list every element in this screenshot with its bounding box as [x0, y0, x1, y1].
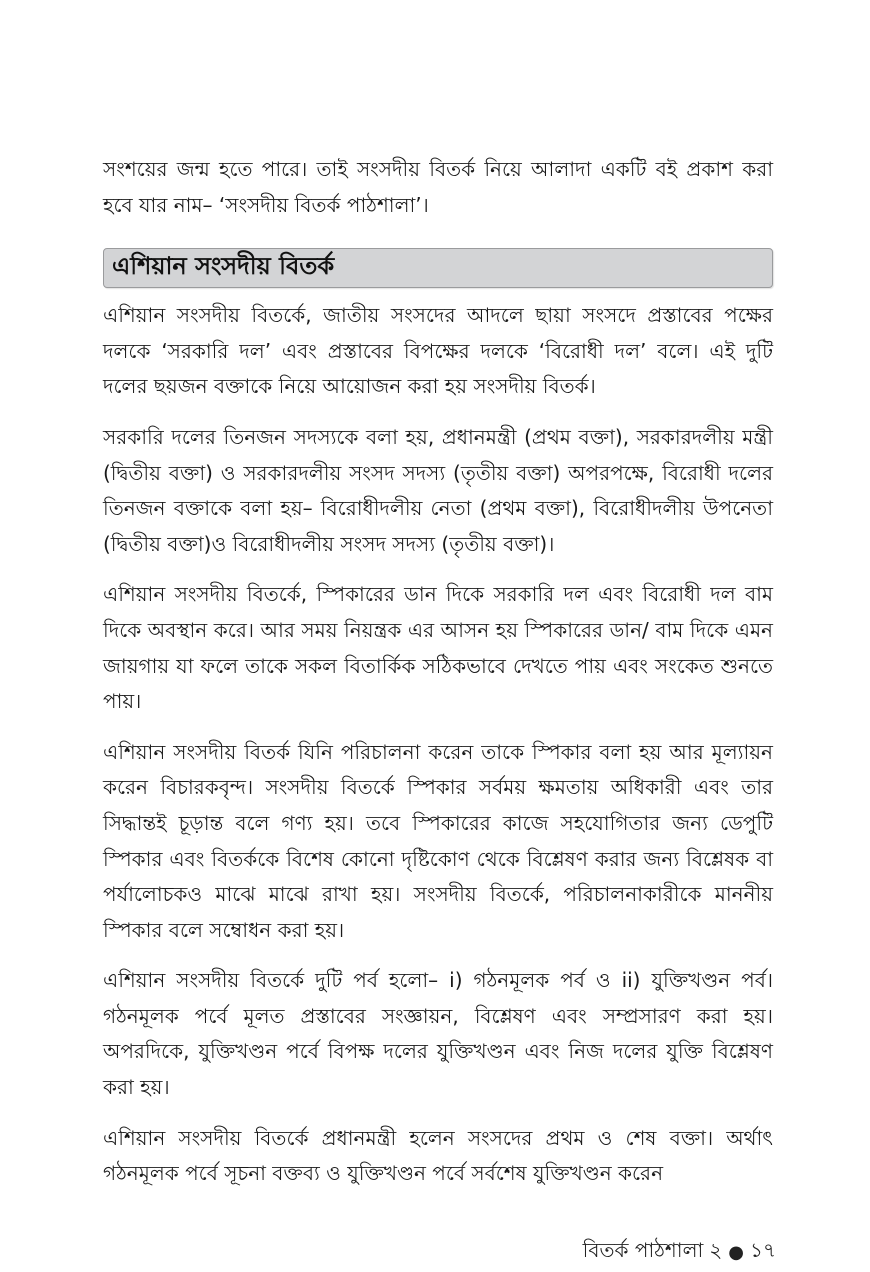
- page-content: [103, 152, 773, 1192]
- section-heading-box: [103, 248, 773, 288]
- footer-separator: ●: [728, 1242, 745, 1263]
- section-heading: এশিয়ান সংসদীয় বিতর্ক: [112, 252, 335, 281]
- body-paragraph-2: সরকারি দলের তিনজন সদস্যকে বলা হয়, প্রধানমন্ত্রী (প্রথম বক্তা), সরকারদলীয় মন্ত্রী (দ্বিতীয় বক্তা) ও সরকারদলীয় সংসদ সদস্য (তৃতীয় বক্তা) অপরপক্ষে, বিরোধী দলের তিনজন বক্তাকে বলা হয়– বিরোধীদলীয় নেতা (প্রথম বক্তা), বিরোধীদলীয় উপনেতা (দ্বিতীয় বক্তা)ও বিরোধীদলীয় সংসদ সদস্য (তৃতীয় বক্তা)।: [103, 424, 773, 556]
- body-paragraph-6: এশিয়ান সংসদীয় বিতর্কে প্রধানমন্ত্রী হলেন সংসদের প্রথম ও শেষ বক্তা। অর্থাৎ গঠনমূলক পর্বে সূচনা বক্তব্য ও যুক্তিখণ্ডন পর্বে সর্বশেষ যুক্তিখণ্ডন করেন: [103, 1125, 773, 1186]
- footer-page-number: ১৭: [750, 1238, 776, 1262]
- body-paragraph-3: এশিয়ান সংসদীয় বিতর্কে, স্পিকারের ডান দিকে সরকারি দল এবং বিরোধী দল বাম দিকে অবস্থান করে। আর সময় নিয়ন্ত্রক এর আসন হয় স্পিকারের ডান/ বাম দিকে এমন জায়গায় যা ফলে তাকে সকল বিতার্কিক সঠিকভাবে দেখতে পায় এবং সংকেত শুনতে পায়।: [103, 582, 773, 714]
- footer-book-title: বিতর্ক পাঠশালা: [582, 1238, 704, 1262]
- body-paragraph-4: এশিয়ান সংসদীয় বিতর্ক যিনি পরিচালনা করেন তাকে স্পিকার বলা হয় আর মূল্যায়ন করেন বিচারকবৃন্দ। সংসদীয় বিতর্কে স্পিকার সর্বময় ক্ষমতায় অধিকারী এবং তার সিদ্ধান্তই চূড়ান্ত বলে গণ্য হয়। তবে স্পিকারের কাজে সহযোগিতার জন্য ডেপুটি স্পিকার এবং বিতর্ককে বিশেষ কোনো দৃষ্টিকোণ থেকে বিশ্লেষণ করার জন্য বিশ্লেষক বা পর্যালোচকও মাঝে মাঝে রাখা হয়। সংসদীয় বিতর্কে, পরিচালনাকারীকে মাননীয় স্পিকার বলে সম্বোধন করা হয়।: [103, 739, 773, 942]
- intro-paragraph: সংশয়ের জন্ম হতে পারে। তাই সংসদীয় বিতর্ক নিয়ে আলাদা একটি বই প্রকাশ করা হবে যার নাম– ‘সংসদীয় বিতর্ক পাঠশালা’।: [103, 157, 773, 217]
- body-paragraph-5: এশিয়ান সংসদীয় বিতর্কে দুটি পর্ব হলো– i) গঠনমূলক পর্ব ও ii) যুক্তিখণ্ডন পর্ব। গঠনমূলক পর্বে মূলত প্রস্তাবের সংজ্ঞায়ন, বিশ্লেষণ এবং সম্প্রসারণ করা হয়। অপরদিকে, যুক্তিখণ্ডন পর্বে বিপক্ষ দলের যুক্তিখণ্ডন এবং নিজ দলের যুক্তি বিশ্লেষণ করা হয়।: [103, 968, 773, 1100]
- footer-chapter: ২: [709, 1238, 723, 1262]
- body-paragraph-1: এশিয়ান সংসদীয় বিতর্কে, জাতীয় সংসদের আদলে ছায়া সংসদে প্রস্তাবের পক্ষের দলকে ‘সরকারি দল’ এবং প্রস্তাবের বিপক্ষের দলকে ‘বিরোধী দল’ বলে। এই দুটি দলের ছয়জন বক্তাকে নিয়ে আয়োজন করা হয় সংসদীয় বিতর্ক।: [103, 303, 773, 399]
- page-footer: [583, 1236, 776, 1269]
